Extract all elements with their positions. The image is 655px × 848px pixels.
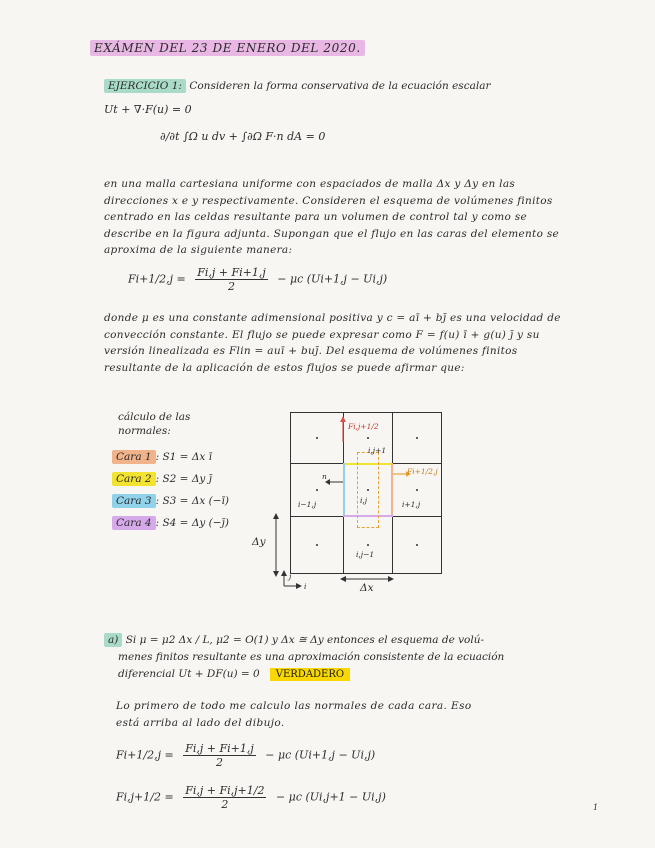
eq3-denominator: 2	[227, 280, 235, 293]
question-a	[104, 632, 504, 683]
normals-heading-line1: cálculo de las	[118, 411, 191, 423]
normals-heading-line2: normales:	[118, 425, 171, 437]
paragraph-3-line2: está arriba al lado del dibujo.	[116, 717, 285, 729]
cara-3-label: Cara 3	[112, 494, 156, 508]
question-a-line1	[104, 632, 504, 649]
exercise-label: EJERCICIO 1:	[104, 79, 186, 93]
cell-label-top: i,j+1	[368, 446, 387, 455]
normal-cara-3	[112, 490, 229, 512]
question-a-text3: diferencial Ut + DF(u) = 0	[118, 668, 260, 680]
eq4-numerator: Fi,j + Fi+1,j	[185, 742, 254, 755]
normal-cara-1	[112, 446, 229, 468]
normal-cara-4	[112, 512, 229, 534]
eq5-denominator: 2	[221, 798, 229, 811]
exercise-intro: Consideren la forma conservativa de la ecuación escalar	[189, 80, 491, 92]
question-a-text2: menes finitos resultante es una aproximación consistente de la ecuación	[118, 651, 505, 663]
cell-label-left: i−1,j	[298, 500, 317, 509]
grid-figure	[290, 412, 442, 574]
eq4-lhs: Fi+1/2,j =	[116, 748, 174, 762]
eq3-lhs: Fi+1/2,j =	[128, 272, 186, 286]
normal-label: n	[322, 472, 327, 481]
eq3-rhs: − μc (Ui+1,j − Ui,j)	[277, 272, 388, 286]
eq4-denominator: 2	[215, 756, 223, 769]
cell-label-center: i,j	[360, 496, 368, 505]
cara-2-eq: : S2 = Δy j̄	[155, 473, 212, 485]
equation-4	[116, 742, 375, 769]
cara-1-label: Cara 1	[112, 450, 156, 464]
cara-2-label: Cara 2	[112, 472, 156, 486]
cell-label-bottom: i,j−1	[356, 550, 375, 559]
eq3-numerator: Fi,j + Fi+1,j	[197, 266, 266, 279]
question-a-line3	[104, 666, 504, 683]
right-flux-label: Fi+1/2,j	[407, 467, 438, 476]
axis-i-label: i	[304, 582, 307, 591]
page-number: 1	[593, 803, 599, 812]
equation-2: ∂/∂t ∫Ω u dv + ∫∂Ω F·n dA = 0	[160, 130, 326, 143]
paragraph-1: en una malla cartesiana uniforme con espaciados de malla Δx y Δy en las direcciones x e y respectivamente. Consideren el esquema de volúmenes finitos centrado en las celdas resultante para un volumen de control tal y como se describe en la figura adjunta. Supongan que el flujo en las caras del elemento se aproxima de la siguiente manera:	[104, 178, 560, 256]
cara-4-label: Cara 4	[112, 516, 156, 530]
question-a-label: a)	[104, 633, 122, 647]
equation-1: Ut + ∇·F(u) = 0	[104, 103, 192, 116]
exercise-heading	[104, 80, 490, 92]
top-flux-label: Fi,j+1/2	[348, 422, 379, 431]
normal-cara-2	[112, 468, 229, 490]
cara-1-eq: : S1 = Δx ī	[155, 451, 213, 463]
dy-arrow	[270, 512, 282, 578]
normals-list	[112, 446, 229, 534]
eq5-lhs: Fi,j+1/2 =	[116, 790, 174, 804]
paragraph-3-line1: Lo primero de todo me calculo las normales de cada cara. Eso	[116, 700, 472, 712]
eq5-rhs: − μc (Ui,j+1 − Ui,j)	[275, 790, 386, 804]
cell-label-right: i+1,j	[402, 500, 421, 509]
paragraph-3	[116, 698, 472, 732]
eq5-numerator: Fi,j + Fi,j+1/2	[185, 784, 265, 797]
dy-label: Δy	[252, 536, 266, 548]
cara-3-eq: : S3 = Δx (−ī)	[155, 495, 230, 507]
dx-label: Δx	[360, 582, 374, 594]
normals-heading	[118, 410, 190, 438]
equation-5	[116, 784, 386, 811]
equation-3	[128, 266, 387, 293]
paragraph-2: donde μ es una constante adimensional positiva y c = aī + bj̄ es una velocidad de convección constante. El flujo se puede expresar como F = f(u) ī + g(u) j̄ y su versión linealizada es Flin = auī + buj̄. Del esquema de volúmenes finitos resultante de la aplicación de estos flujos se puede afirmar que:	[104, 312, 561, 374]
cara-4-eq: : S4 = Δy (−j̄)	[155, 517, 229, 529]
question-a-text1: Si μ = μ2 Δx / L, μ2 = O(1) y Δx ≅ Δy entonces el esquema de volú-	[125, 634, 485, 646]
eq4-rhs: − μc (Ui+1,j − Ui,j)	[265, 748, 376, 762]
answer-badge: VERDADERO	[270, 668, 350, 681]
page-title: EXÁMEN DEL 23 DE ENERO DEL 2020.	[90, 40, 365, 56]
axes-icon	[280, 570, 307, 591]
axis-j-label: j	[289, 572, 292, 581]
